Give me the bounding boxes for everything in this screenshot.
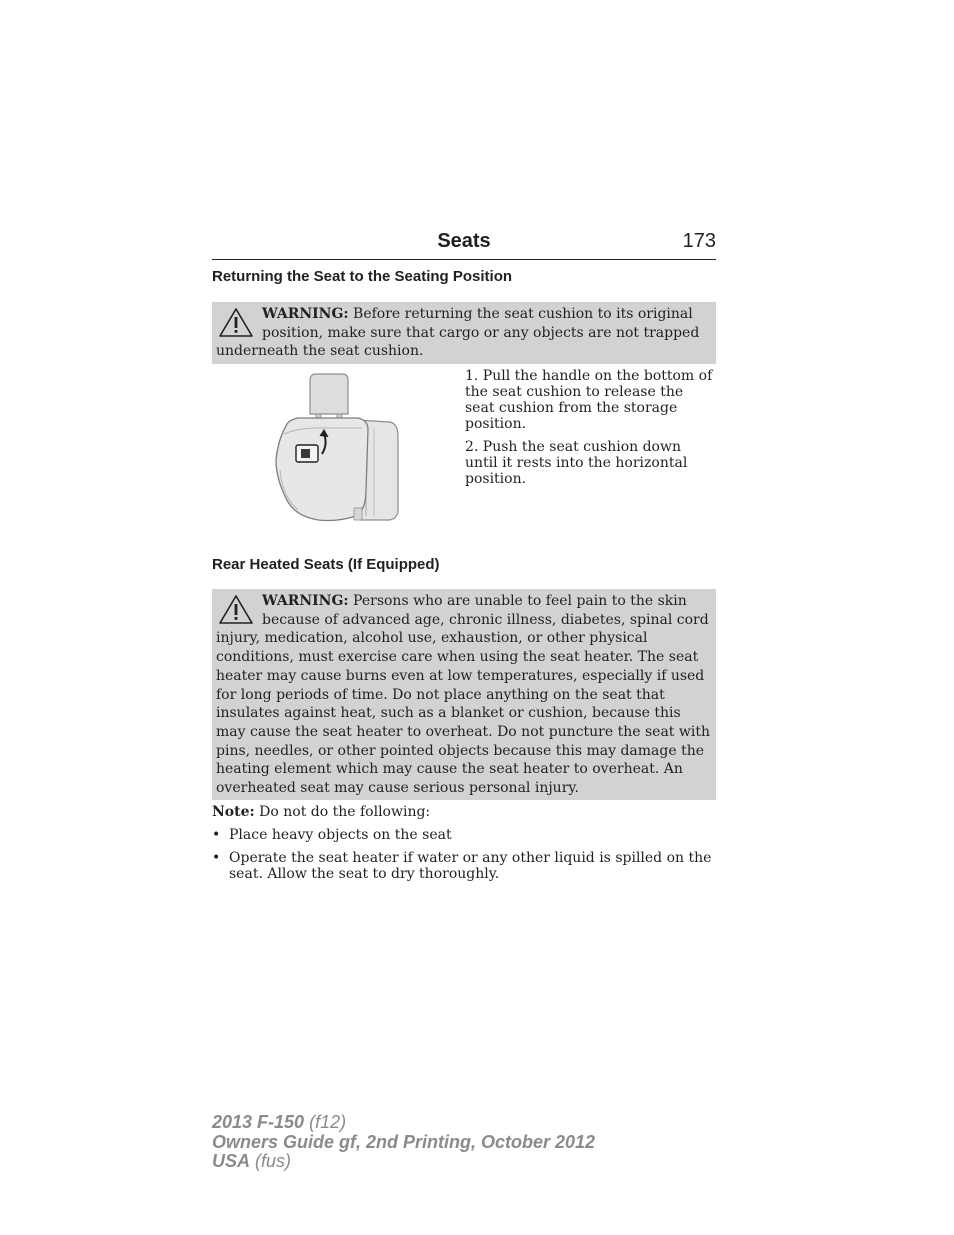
footer-guide-line [212,1133,595,1153]
bullet-icon: • [212,827,221,843]
note-label: Note: [212,804,255,820]
list-item-text: Place heavy objects on the seat [229,827,452,843]
footer-region-code: (fus) [255,1151,292,1171]
steps-list [465,368,717,494]
note-text: Do not do the following: [259,804,431,820]
warning-label: WARNING: [262,593,349,609]
section-heading-returning-seat: Returning the Seat to the Seating Position [212,268,513,285]
note [212,804,716,820]
warning-box-returning-seat [212,302,716,364]
step-2: 2. Push the seat cushion down until it rests into the horizontal position. [465,439,688,487]
warning-text: Before returning the seat cushion to its original position, make sure that cargo or any objects are not trapped underneath the seat cushion. [216,306,700,360]
footer-model: 2013 F-150 [212,1112,305,1132]
footer-guide: Owners Guide gf, 2nd Printing, October 2012 [212,1131,596,1152]
bullet-list [212,827,716,889]
list-item-text: Operate the seat heater if water or any other liquid is spilled on the seat. Allow the seat to dry thoroughly. [229,850,712,882]
warning-box-heated-seats [212,589,716,800]
list-item [212,827,716,843]
footer-model-code: (f12) [309,1112,347,1132]
footer-model-line [212,1113,595,1133]
page-title: Seats [437,230,491,252]
page-header [212,230,716,260]
folded-seat-cushion-illustration [268,370,408,526]
list-item [212,850,716,882]
section-heading-rear-heated-seats: Rear Heated Seats (If Equipped) [212,556,440,573]
page-footer [212,1113,595,1172]
warning-label: WARNING: [262,306,349,322]
warning-triangle-icon [218,307,254,339]
bullet-icon: • [212,850,221,866]
warning-text: Persons who are unable to feel pain to the skin because of advanced age, chronic illness, diabetes, spinal cord injury, medication, alcohol use, exhaustion, or other physical conditions, must exercise care when using the seat heater. The seat heater may cause burns even at low temperatures, especially if used for long periods of time. Do not place anything on the seat that insulates against heat, such as a blanket or cushion, because this may cause the seat heater to overheat. Do not puncture the seat with pins, needles, or other pointed objects because this may damage the heating element which may cause the seat heater to overheat. An overheated seat may cause serious personal injury. [216,593,710,797]
footer-region-line [212,1152,595,1172]
page-number: 173 [682,230,716,252]
step-1: 1. Pull the handle on the bottom of the seat cushion to release the seat cushion from the storage position. [465,368,713,432]
footer-region: USA [212,1151,251,1171]
warning-triangle-icon [218,594,254,626]
